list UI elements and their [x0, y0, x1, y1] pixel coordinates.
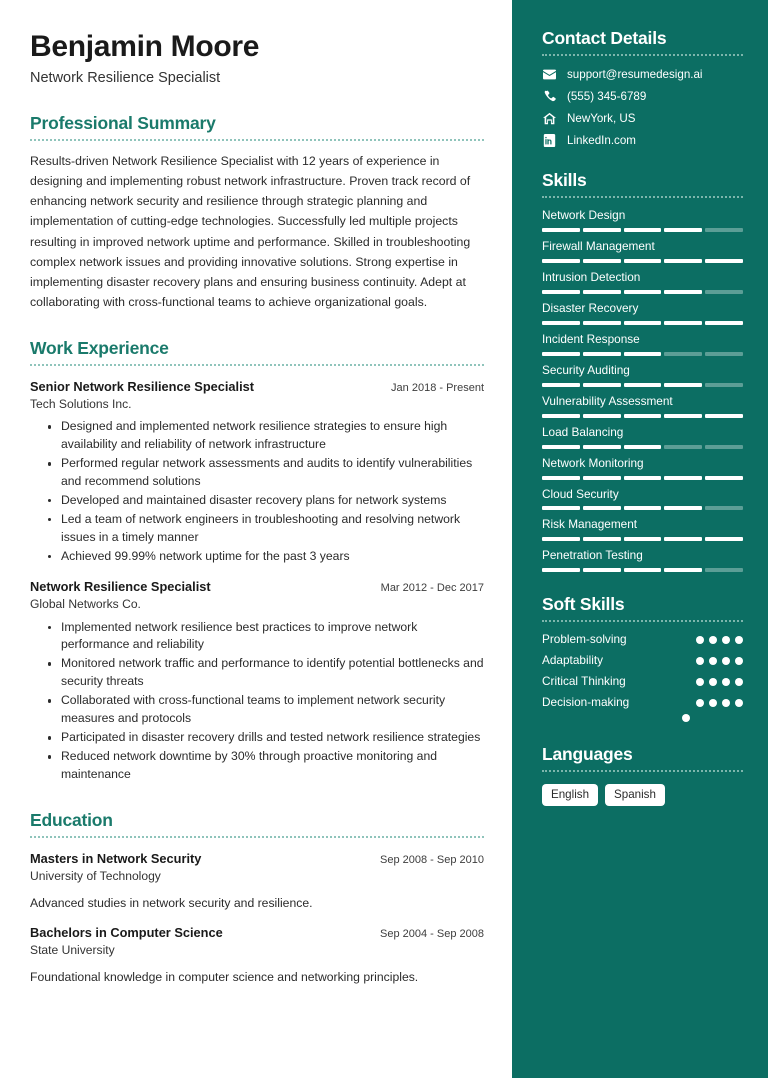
contact-value: LinkedIn.com	[567, 134, 636, 148]
work-entry	[30, 379, 484, 566]
skill-item	[542, 425, 743, 449]
language-chip[interactable]: Spanish	[605, 784, 665, 806]
sidebar-title-soft-skills: Soft Skills	[542, 594, 625, 615]
language-chip-list	[542, 784, 743, 806]
skill-bar-segment	[705, 383, 743, 387]
work-entry-list	[30, 379, 484, 784]
skill-bar-segment	[624, 445, 662, 449]
skill-bar-segment	[664, 290, 702, 294]
skill-bar-segment	[583, 352, 621, 356]
skill-name: Security Auditing	[542, 362, 630, 377]
soft-skill-dot	[735, 699, 743, 707]
skill-bar-segment	[664, 537, 702, 541]
work-entry-head	[30, 579, 484, 595]
soft-skill-dots	[696, 699, 743, 707]
education-entry	[30, 851, 484, 912]
soft-skill-dot	[682, 714, 690, 722]
skill-bar-segment	[705, 568, 743, 572]
contact-row[interactable]	[542, 111, 743, 126]
bullet-item: Collaborated with cross-functional teams to implement network security measures and protocols	[47, 692, 484, 728]
soft-skill-dot	[709, 678, 717, 686]
skill-item	[542, 456, 743, 480]
skill-bar-segment	[624, 290, 662, 294]
bullet-item: Achieved 99.99% network uptime for the past 3 years	[47, 548, 484, 566]
bullet-item: Monitored network traffic and performance to identify potential bottlenecks and security threats	[47, 655, 484, 691]
soft-skill-dot	[696, 699, 704, 707]
education-entry-date: Sep 2008 - Sep 2010	[380, 853, 484, 866]
sidebar-title-languages: Languages	[542, 744, 633, 764]
contact-row[interactable]	[542, 133, 743, 148]
soft-skill-dots	[696, 678, 743, 686]
skill-bar-segment	[624, 568, 662, 572]
contact-list	[542, 67, 743, 148]
work-entry-company: Global Networks Co.	[30, 596, 141, 611]
work-entry-company: Tech Solutions Inc.	[30, 396, 132, 411]
skill-level-bar	[542, 352, 743, 356]
sidebar	[512, 0, 768, 1078]
skill-bar-segment	[583, 228, 621, 232]
work-entry-date: Mar 2012 - Dec 2017	[380, 581, 484, 594]
education-entry-school: State University	[30, 942, 115, 957]
skills-list	[542, 208, 743, 572]
soft-skills-list	[542, 632, 743, 722]
skill-item	[542, 517, 743, 541]
skill-name: Incident Response	[542, 331, 640, 346]
soft-skill-row	[542, 695, 743, 711]
work-entry-date: Jan 2018 - Present	[391, 381, 484, 394]
skill-item	[542, 487, 743, 511]
skill-bar-segment	[624, 321, 662, 325]
skill-bar-segment	[705, 445, 743, 449]
skill-bar-segment	[705, 476, 743, 480]
skill-bar-segment	[542, 445, 580, 449]
skill-bar-segment	[664, 476, 702, 480]
skill-item	[542, 548, 743, 572]
skill-bar-segment	[542, 414, 580, 418]
work-entry-role: Senior Network Resilience Specialist	[30, 378, 255, 394]
skill-bar-segment	[624, 383, 662, 387]
skill-bar-segment	[583, 476, 621, 480]
sidebar-divider	[542, 620, 743, 622]
work-entry-role: Network Resilience Specialist	[30, 578, 211, 594]
sidebar-section-contact	[542, 28, 743, 148]
skill-bar-segment	[705, 352, 743, 356]
skill-bar-segment	[583, 506, 621, 510]
soft-skill-dot	[696, 636, 704, 644]
skill-bar-segment	[624, 259, 662, 263]
skill-level-bar	[542, 228, 743, 232]
skill-bar-segment	[664, 259, 702, 263]
bullet-item: Implemented network resilience best practices to improve network performance and reliability	[47, 619, 484, 655]
skill-item	[542, 270, 743, 294]
education-entry-list	[30, 851, 484, 986]
contact-value: NewYork, US	[567, 112, 636, 126]
contact-row[interactable]	[542, 67, 743, 82]
envelope-icon	[542, 68, 556, 82]
section-education	[30, 810, 484, 986]
skill-item	[542, 394, 743, 418]
skill-bar-segment	[542, 352, 580, 356]
section-title-summary: Professional Summary	[30, 113, 216, 134]
language-chip[interactable]: English	[542, 784, 598, 806]
section-work-experience	[30, 338, 484, 784]
candidate-job-title: Network Resilience Specialist	[30, 70, 221, 86]
soft-skill-dot	[735, 678, 743, 686]
skill-bar-segment	[705, 506, 743, 510]
soft-skill-overflow-dot-row	[542, 714, 743, 722]
education-entry-degree: Bachelors in Computer Science	[30, 924, 223, 940]
education-entry-school: University of Technology	[30, 868, 161, 883]
education-entry-description: Foundational knowledge in computer science and networking principles.	[30, 969, 419, 984]
skill-bar-segment	[624, 506, 662, 510]
skill-bar-segment	[705, 537, 743, 541]
skill-item	[542, 332, 743, 356]
sidebar-divider	[542, 54, 743, 56]
skill-level-bar	[542, 321, 743, 325]
education-entry-head	[30, 925, 484, 941]
bullet-item: Reduced network downtime by 30% through proactive monitoring and maintenance	[47, 748, 484, 784]
section-divider	[30, 364, 484, 366]
skill-bar-segment	[705, 290, 743, 294]
bullet-item: Designed and implemented network resilience strategies to ensure high availability and reliability of network infrastructure	[47, 418, 484, 454]
sidebar-section-languages	[542, 744, 743, 806]
soft-skill-dot	[696, 657, 704, 665]
contact-value: support@resumedesign.ai	[567, 68, 703, 81]
education-entry-date: Sep 2004 - Sep 2008	[380, 927, 484, 940]
bullet-item: Led a team of network engineers in troubleshooting and resolving network issues in a timely manner	[47, 511, 484, 547]
linkedin-icon	[542, 134, 556, 148]
skill-name: Cloud Security	[542, 486, 619, 501]
skill-item	[542, 239, 743, 263]
skill-name: Load Balancing	[542, 424, 624, 439]
skill-level-bar	[542, 445, 743, 449]
soft-skill-row	[542, 632, 743, 648]
skill-name: Network Monitoring	[542, 455, 644, 470]
skill-item	[542, 301, 743, 325]
skill-bar-segment	[624, 352, 662, 356]
education-entry-degree: Masters in Network Security	[30, 850, 202, 866]
skill-bar-segment	[583, 290, 621, 294]
skill-bar-segment	[664, 228, 702, 232]
skill-bar-segment	[542, 568, 580, 572]
skill-bar-segment	[583, 321, 621, 325]
skill-bar-segment	[542, 290, 580, 294]
skill-level-bar	[542, 290, 743, 294]
sidebar-section-skills	[542, 170, 743, 572]
skill-name: Vulnerability Assessment	[542, 393, 673, 408]
skill-bar-segment	[664, 321, 702, 325]
education-entry-head	[30, 851, 484, 867]
skill-level-bar	[542, 506, 743, 510]
skill-level-bar	[542, 383, 743, 387]
bullet-item: Performed regular network assessments and audits to identify vulnerabilities and recommend solutions	[47, 455, 484, 491]
skill-bar-segment	[583, 259, 621, 263]
skill-bar-segment	[583, 414, 621, 418]
soft-skill-dot	[722, 657, 730, 665]
home-icon	[542, 112, 556, 126]
sidebar-divider	[542, 770, 743, 772]
skill-bar-segment	[705, 414, 743, 418]
sidebar-section-soft-skills	[542, 594, 743, 722]
education-entry	[30, 925, 484, 986]
soft-skill-dots	[696, 636, 743, 644]
soft-skill-dots	[696, 657, 743, 665]
soft-skill-dot	[722, 678, 730, 686]
skill-bar-segment	[542, 506, 580, 510]
bullet-item: Developed and maintained disaster recovery plans for network systems	[47, 492, 484, 510]
section-title-education: Education	[30, 809, 113, 830]
skill-bar-segment	[542, 537, 580, 541]
soft-skill-dot	[696, 678, 704, 686]
skill-bar-segment	[583, 383, 621, 387]
sidebar-title-skills: Skills	[542, 170, 587, 191]
skill-bar-segment	[624, 414, 662, 418]
work-entry-bullets	[47, 418, 484, 566]
skill-bar-segment	[624, 228, 662, 232]
skill-bar-segment	[542, 476, 580, 480]
education-entry-description: Advanced studies in network security and resilience.	[30, 895, 313, 910]
skill-bar-segment	[583, 537, 621, 541]
skill-bar-segment	[664, 568, 702, 572]
summary-paragraph: Results-driven Network Resilience Specialist with 12 years of experience in designing and implementing robust network infrastructure. Proven track record of enhancing network security and resilience through strategic planning and implementation of cutting-edge technologies. Successfully led multiple projects resulting in improved network uptime and performance. Skilled in troubleshooting complex network issues and providing innovative solutions. Strong expertise in implementing disaster recovery plans and ensuring business continuity. Adept at collaborating with cross-functional teams to achieve organizational goals.	[30, 154, 471, 309]
skill-bar-segment	[664, 383, 702, 387]
soft-skill-dot	[735, 636, 743, 644]
section-title-work: Work Experience	[30, 337, 169, 358]
section-divider	[30, 836, 484, 838]
sidebar-divider	[542, 196, 743, 198]
soft-skill-name: Critical Thinking	[542, 674, 626, 689]
skill-bar-segment	[542, 383, 580, 387]
skill-name: Disaster Recovery	[542, 301, 639, 316]
skill-level-bar	[542, 259, 743, 263]
skill-item	[542, 208, 743, 232]
skill-bar-segment	[542, 259, 580, 263]
work-entry-bullets	[47, 619, 484, 784]
skill-bar-segment	[705, 259, 743, 263]
skill-level-bar	[542, 537, 743, 541]
soft-skill-dot	[709, 699, 717, 707]
section-professional-summary	[30, 113, 484, 311]
soft-skill-name: Adaptability	[542, 653, 603, 668]
soft-skill-dot	[709, 636, 717, 644]
soft-skill-name: Decision-making	[542, 695, 630, 710]
soft-skill-dot	[722, 636, 730, 644]
skill-name: Firewall Management	[542, 239, 655, 254]
skill-name: Risk Management	[542, 517, 638, 532]
soft-skill-row	[542, 653, 743, 669]
soft-skill-dot	[709, 657, 717, 665]
work-entry-head	[30, 379, 484, 395]
soft-skill-name: Problem-solving	[542, 632, 627, 647]
skill-name: Network Design	[542, 208, 626, 223]
skill-name: Penetration Testing	[542, 548, 643, 563]
contact-row[interactable]	[542, 89, 743, 104]
soft-skill-dot	[722, 699, 730, 707]
contact-value: (555) 345-6789	[567, 90, 647, 104]
resume-header	[30, 30, 484, 87]
skill-bar-segment	[583, 568, 621, 572]
skill-bar-segment	[542, 321, 580, 325]
sidebar-title-contact: Contact Details	[542, 28, 667, 48]
skill-bar-segment	[664, 445, 702, 449]
skill-bar-segment	[705, 321, 743, 325]
soft-skill-row	[542, 674, 743, 690]
skill-level-bar	[542, 414, 743, 418]
skill-bar-segment	[705, 228, 743, 232]
phone-icon	[542, 90, 556, 104]
skill-bar-segment	[664, 352, 702, 356]
skill-name: Intrusion Detection	[542, 270, 641, 285]
skill-level-bar	[542, 568, 743, 572]
work-entry	[30, 579, 484, 784]
soft-skill-dot	[735, 657, 743, 665]
section-divider	[30, 139, 484, 141]
skill-bar-segment	[664, 414, 702, 418]
skill-level-bar	[542, 476, 743, 480]
bullet-item: Participated in disaster recovery drills and tested network resilience strategies	[47, 729, 484, 747]
candidate-name: Benjamin Moore	[30, 30, 260, 63]
skill-item	[542, 363, 743, 387]
skill-bar-segment	[624, 476, 662, 480]
skill-bar-segment	[583, 445, 621, 449]
skill-bar-segment	[542, 228, 580, 232]
skill-bar-segment	[664, 506, 702, 510]
skill-bar-segment	[624, 537, 662, 541]
